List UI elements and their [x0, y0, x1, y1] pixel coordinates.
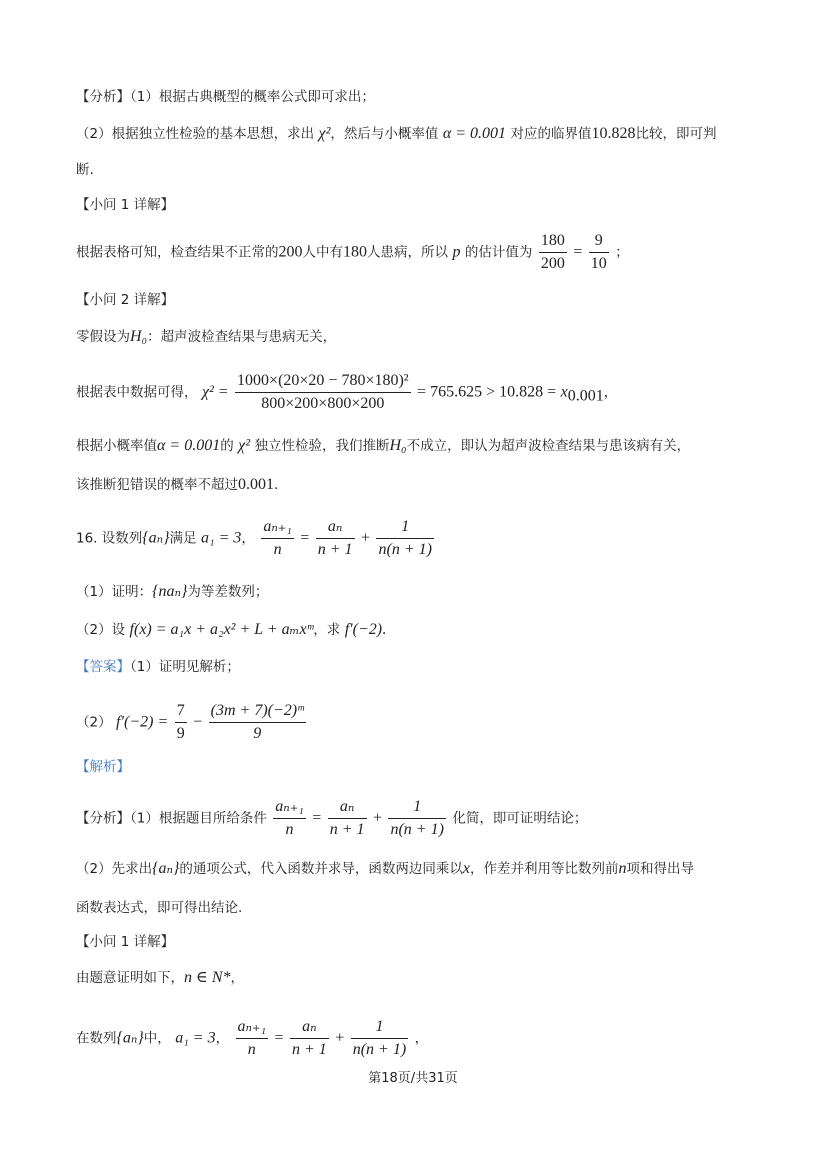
fraction-180-200: $\frac{180}{200}$ [540, 232, 565, 272]
answer-16-line2: （2） f′(−2) = $\frac{7}{9}$ − $\frac{\text{(3m + 7)(−2)ᵐ}}{9}$ [76, 700, 308, 745]
analysis-16-line3: 函数表达式，即可得出结论. [76, 900, 243, 916]
q2-15-heading: 【小问 2 详解】 [76, 292, 175, 308]
analysis-relation-right-1: $\frac{\text{aₙ}}{n + 1}$ [329, 798, 365, 838]
analysis-label: 【分析】 [76, 89, 130, 105]
answer-label: 【答案】 [76, 659, 130, 675]
q1-16-line2: 在数列{aₙ}中， a₁ = 3， $\frac{\text{aₙ₊₁}}{n}$ = $\frac{\text{aₙ}}{n + 1}$ + $\frac{1}{n(n + 1)}$ ， [76, 1016, 428, 1061]
null-hypothesis-line: 零假设为H₀：超声波检查结果与患病无关， [76, 328, 337, 345]
answer-fraction-2: $\frac{\text{(3m + 7)(−2)ᵐ}}{9}$ [210, 702, 304, 742]
relation-right-fraction-1: $\frac{\text{aₙ}}{n + 1}$ [317, 518, 353, 558]
analysis-15-line1: 【分析】（1）根据古典概型的概率公式即可求出； [76, 89, 375, 105]
relation-right-fraction-2: $\frac{1}{n(n + 1)}$ [378, 518, 432, 558]
q1-15-body: 根据表格可知，检查结果不正常的200人中有180人患病，所以 p 的估计值为 $\frac{180}{200}$ = $\frac{9}{10}$ ； [76, 230, 629, 275]
chi-square-fraction: $\frac{\text{1000×(20×20 − 780×180)²}}{800\times 200\times 800\times 200}$ [237, 372, 409, 412]
analysis-relation-left: $\frac{\text{aₙ₊₁}}{n}$ [275, 798, 304, 838]
q1-16-line1: 由题意证明如下，n ∈ N*， [76, 969, 245, 986]
analysis-15-line2: （2）根据独立性检验的基本思想，求出 χ²，然后与小概率值 α = 0.001 对应的临界值10.828比较，即可判 [76, 125, 717, 142]
chi-square-calculation: 根据表中数据可得， χ² = $\frac{\text{1000×(20×20 − 780×180)²}}{800\times 200\times 800\times 200}$ = $765.625 > 10.828 = x_{0.001}$， [76, 370, 617, 415]
page-footer: 第18页/共31页 [368, 1071, 458, 1086]
fraction-9-10: $\frac{9}{10}$ [590, 232, 607, 272]
problem-16-statement: 16. 设数列{aₙ}满足 a₁ = 3， $\frac{\text{aₙ₊₁}}{n}$ = $\frac{\text{aₙ}}{n + 1}$ + $\frac{1}{n(n + 1)}$ [76, 516, 436, 561]
detail-relation-right-2: $\frac{1}{n(n + 1)}$ [352, 1018, 407, 1058]
analysis-16-line1: 【分析】（1）根据题目所给条件 $\frac{\text{aₙ₊₁}}{n}$ = $\frac{\text{aₙ}}{n + 1}$ + $\frac{1}{n(n + 1)}$ 化简，即可证明结论； [76, 796, 587, 841]
detail-relation-right-1: $\frac{\text{aₙ}}{n + 1}$ [291, 1018, 327, 1058]
analysis-15-line3: 断. [76, 162, 94, 178]
problem-16-part1: （1）证明：{naₙ}为等差数列； [76, 583, 269, 600]
problem-16-part2: （2）设 f(x) = a₁x + a₂x² + L + aₘxᵐ，求 f′(−2). [76, 621, 387, 638]
detail-relation-left: $\frac{\text{aₙ₊₁}}{n}$ [237, 1018, 267, 1058]
answer-16-line1: 【答案】（1）证明见解析； [76, 659, 240, 675]
q1-15-heading: 【小问 1 详解】 [76, 197, 175, 213]
q1-16-heading: 【小问 1 详解】 [76, 934, 175, 950]
solution-label: 【解析】 [76, 759, 130, 775]
relation-left-fraction: $\frac{\text{aₙ₊₁}}{n}$ [263, 518, 292, 558]
answer-fraction-7-9: $\frac{7}{9}$ [176, 702, 185, 742]
conclusion-line1: 根据小概率值α = 0.001的 χ² 独立性检验，我们推断H₀不成立，即认为超声波检查结果与患该病有关， [76, 437, 691, 454]
conclusion-line2: 该推断犯错误的概率不超过0.001. [76, 476, 279, 493]
analysis-relation-right-2: $\frac{1}{n(n + 1)}$ [390, 798, 444, 838]
analysis-16-line2: （2）先求出{aₙ}的通项公式，代入函数并求导，函数两边同乘以x，作差并利用等比数列前n项和得出导 [76, 860, 694, 877]
